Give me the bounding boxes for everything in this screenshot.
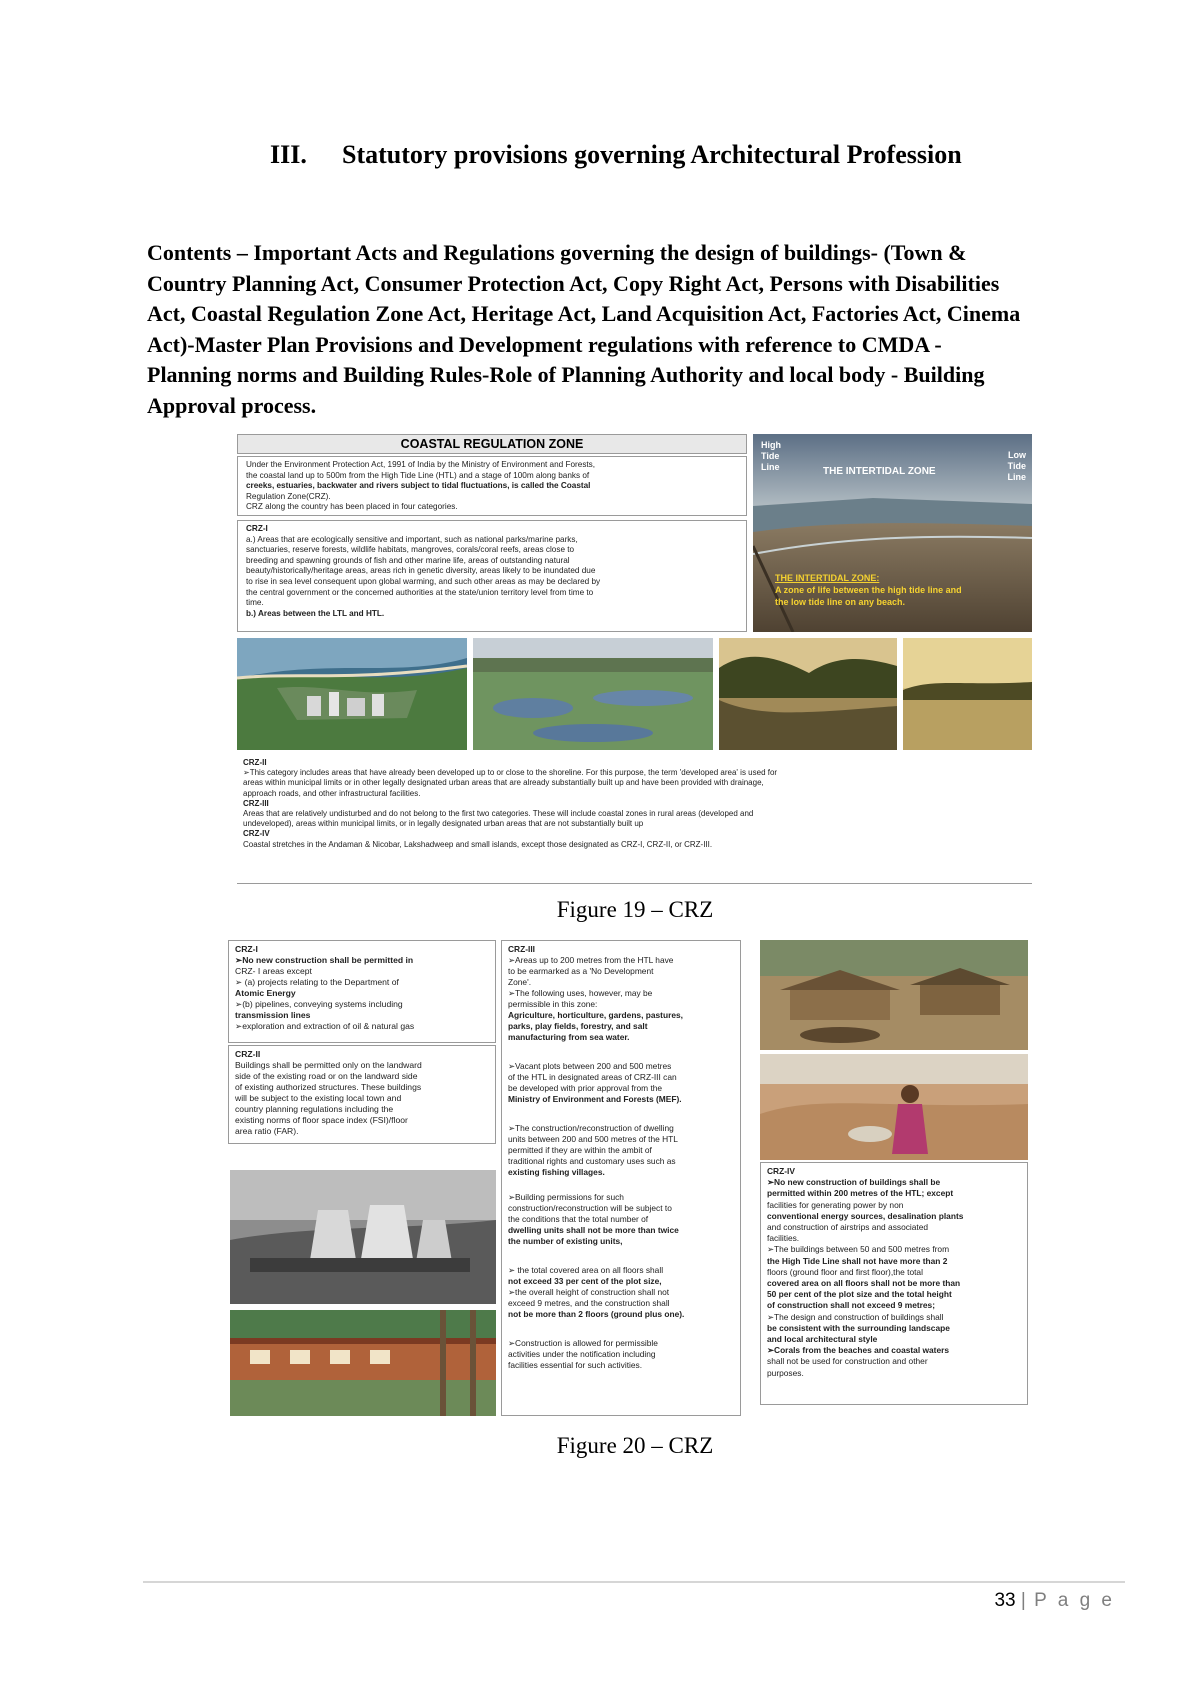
intertidal-beach-photo xyxy=(753,434,1032,632)
crz4-line: and construction of airstrips and associated xyxy=(767,1222,929,1233)
contents-line: Contents – Important Acts and Regulations governing the design of buildings- (Town & xyxy=(147,240,967,265)
intertidal-caption xyxy=(775,572,962,608)
crz3-line: to be earmarked as a 'No Development xyxy=(508,966,654,976)
crz4-line: facilities for generating power by non xyxy=(767,1199,904,1210)
crz2-line: Buildings shall be permitted only on the landward xyxy=(235,1060,422,1070)
crz3-line: the number of existing units, xyxy=(508,1236,623,1246)
crz1-line: Atomic Energy xyxy=(235,988,296,998)
page-word: P a g e xyxy=(1034,1590,1115,1611)
crz1-line: time. xyxy=(246,598,264,608)
figure-19 xyxy=(237,434,1032,884)
contents-line: Approval process. xyxy=(147,392,317,418)
crz4-line: covered area on all floors shall not be more than xyxy=(767,1278,961,1289)
crz1-heading: CRZ-I xyxy=(235,944,258,954)
intro-line: creeks, estuaries, backwater and rivers subject to tidal fluctuations, is called the Coastal xyxy=(246,481,591,491)
crz4-line: and local architectural style xyxy=(767,1334,878,1345)
crz4-line: of construction shall not exceed 9 metres; xyxy=(767,1300,936,1311)
crz4-line: 50 per cent of the plot size and the total height xyxy=(767,1289,952,1300)
intro-line: the coastal land up to 500m from the High Tide Line (HTL) and a stage of 100m along banks of xyxy=(246,470,590,480)
fishing-village-photo xyxy=(760,940,1028,1050)
crz3-line: ➢the overall height of construction shall not xyxy=(508,1287,670,1297)
fig20-crz3-box xyxy=(501,940,741,1416)
crz1-line: a.) Areas that are ecologically sensitive and important, such as national parks/marine parks, xyxy=(246,534,578,544)
crz4-line: ➢The design and construction of buildings shall xyxy=(767,1311,944,1322)
crz3-line: Zone'. xyxy=(508,977,532,987)
crz3-line: facilities essential for such activities. xyxy=(508,1360,643,1370)
crz3-line: Agriculture, horticulture, gardens, pastures, xyxy=(508,1010,683,1020)
crz3-line xyxy=(508,1178,734,1192)
crz3-line: ➢Areas up to 200 metres from the HTL have xyxy=(508,955,674,965)
crz3-line: the conditions that the total number of xyxy=(508,1214,649,1224)
intertidal-caption-title: THE INTERTIDAL ZONE: xyxy=(775,573,880,583)
section-heading xyxy=(270,140,962,170)
crz3-line: Ministry of Environment and Forests (MEF). xyxy=(508,1094,682,1104)
crz2-line: of existing authorized structures. These buildings xyxy=(235,1082,422,1092)
page-footer xyxy=(994,1590,1115,1612)
crz1-line: sanctuaries, reserve forests, wildlife habitats, mangroves, corals/coral reefs, areas close to xyxy=(246,545,575,555)
crz3-line xyxy=(508,1043,734,1061)
crz3-heading: CRZ-III xyxy=(508,944,535,954)
low-tide-label xyxy=(1007,450,1026,483)
crz3-line: traditional rights and customary uses such as xyxy=(508,1156,676,1166)
salt-workers-photo xyxy=(760,1054,1028,1160)
crz2-line: area ratio (FAR). xyxy=(235,1126,299,1136)
crz3-line: ➢Building permissions for such xyxy=(508,1192,624,1202)
contents-paragraph xyxy=(147,238,1122,421)
crz1-line: b.) Areas between the LTL and HTL. xyxy=(246,608,385,618)
intertidal-zone-label: THE INTERTIDAL ZONE xyxy=(823,466,936,477)
crz4-line: permitted within 200 metres of the HTL; except xyxy=(767,1188,954,1199)
crz3-line: ➢Vacant plots between 200 and 500 metres xyxy=(508,1061,672,1071)
intro-line: CRZ along the country has been placed in four categories. xyxy=(246,502,458,512)
crz3-line: units between 200 and 500 metres of the HTL xyxy=(508,1134,678,1144)
contents-line: Planning norms and Building Rules-Role of Planning Authority and local body - Building xyxy=(147,362,985,387)
crz4-line: floors (ground floor and first floor),the total xyxy=(767,1266,923,1277)
fig20-crz4-box xyxy=(760,1162,1028,1405)
crz-panel-title: COASTAL REGULATION ZONE xyxy=(237,434,747,454)
crz3-line: existing fishing villages. xyxy=(508,1167,605,1177)
nuclear-plant-photo xyxy=(230,1170,496,1304)
low-tide-word: Low xyxy=(1008,450,1026,460)
crz4-heading: CRZ-IV xyxy=(243,829,270,839)
crz4-line: facilities. xyxy=(767,1233,800,1244)
high-tide-label xyxy=(761,440,781,473)
crz-categories-text xyxy=(237,756,1032,884)
crz4-heading: CRZ-IV xyxy=(767,1166,795,1176)
crz3-line xyxy=(508,1105,734,1123)
crz4-line: shall not be used for construction and other xyxy=(767,1356,928,1367)
intertidal-caption-line: A zone of life between the high tide line and xyxy=(775,585,962,595)
crz2-line: areas within municipal limits or in other legally designated urban areas that are already substantially built up and have been provided with drainage, xyxy=(243,778,764,788)
crz4-line: purposes. xyxy=(767,1367,804,1378)
crz1-line: to rise in sea level consequent upon global warming, and such other areas as may be declared by xyxy=(246,576,601,586)
crz3-line: ➢The construction/reconstruction of dwelling xyxy=(508,1123,674,1133)
high-tide-word: High xyxy=(761,440,781,450)
crz2-heading: CRZ-II xyxy=(235,1049,261,1059)
crz3-line: not be more than 2 floors (ground plus one). xyxy=(508,1309,685,1319)
high-tide-word: Tide xyxy=(761,451,780,461)
crz1-line: the central government or the concerned authorities at the state/union territory level from time to xyxy=(246,587,594,597)
crz3-line xyxy=(508,1320,734,1338)
contents-line: Country Planning Act, Consumer Protection Act, Copy Right Act, Persons with Disabilities xyxy=(147,270,1000,296)
crz3-line: exceed 9 metres, and the construction shall xyxy=(508,1298,670,1308)
crz1-line: ➢ (a) projects relating to the Department of xyxy=(235,977,399,987)
crz2-line: side of the existing road or on the landward side xyxy=(235,1071,418,1081)
coastal-city-aerial-photo xyxy=(237,638,467,750)
crz1-line: beauty/historically/heritage areas, areas rich in genetic diversity, areas likely to be inundated due xyxy=(246,566,596,576)
crz1-line: ➢exploration and extraction of oil & natural gas xyxy=(235,1021,415,1031)
section-number: III. xyxy=(270,140,307,169)
crz2-line: existing norms of floor space index (FSI)/floor xyxy=(235,1115,408,1125)
crz4-line: be consistent with the surrounding landscape xyxy=(767,1322,950,1333)
crz3-line: undeveloped), areas within municipal limits, or in legally designated urban areas that are not substantially built up xyxy=(243,819,644,829)
crz1-box xyxy=(237,520,747,632)
intro-line: Regulation Zone(CRZ). xyxy=(246,491,331,501)
crz4-line: the High Tide Line shall not have more than 2 xyxy=(767,1255,948,1266)
crz4-line: ➢The buildings between 50 and 500 metres from xyxy=(767,1244,950,1255)
intro-line: Under the Environment Protection Act, 1991 of India by the Ministry of Environment and Forests, xyxy=(246,460,596,469)
crz3-line: not exceed 33 per cent of the plot size, xyxy=(508,1276,662,1286)
crz4-line: ➢No new construction of buildings shall be xyxy=(767,1177,941,1188)
crz2-heading: CRZ-II xyxy=(243,758,267,767)
page-number: 33 xyxy=(994,1590,1016,1611)
crz1-line: breeding and spawning grounds of fish and other marine life, areas of outstanding natural xyxy=(246,555,570,565)
crz1-line: ➢(b) pipelines, conveying systems including xyxy=(235,999,403,1009)
crz4-line: Coastal stretches in the Andaman & Nicobar, Lakshadweep and small islands, except those designated as CRZ-I, CRZ-II, or CRZ-III. xyxy=(243,839,713,849)
crz3-line: ➢Construction is allowed for permissible xyxy=(508,1338,658,1348)
crz1-line: CRZ- I areas except xyxy=(235,966,312,976)
crz3-line: of the HTL in designated areas of CRZ-III can xyxy=(508,1072,677,1082)
crz3-line: construction/reconstruction will be subject to xyxy=(508,1203,672,1213)
crz2-line: country planning regulations including the xyxy=(235,1104,394,1114)
crz3-line: be developed with prior approval from the xyxy=(508,1083,663,1093)
page-separator: | xyxy=(1020,1590,1029,1611)
figure-19-caption: Figure 19 – CRZ xyxy=(556,897,714,922)
contents-line: Act)-Master Plan Provisions and Development regulations with reference to CMDA - xyxy=(147,331,942,357)
wetland-photo xyxy=(473,638,713,750)
mangrove-photo xyxy=(719,638,897,750)
fig20-crz1-box xyxy=(228,940,496,1043)
low-tide-word: Tide xyxy=(1007,461,1026,471)
contents-line: Act, Coastal Regulation Zone Act, Heritage Act, Land Acquisition Act, Factories Act, Cinema xyxy=(147,301,1021,326)
figure-20 xyxy=(228,940,1028,1416)
crz2-line: ➢This category includes areas that have already been developed up to or close to the shoreline. For this purpose, the term 'developed area' is used for xyxy=(243,768,778,778)
crz3-heading: CRZ-III xyxy=(243,798,269,808)
section-title: Statutory provisions governing Architectural Profession xyxy=(342,140,962,169)
crz3-line: ➢ the total covered area on all floors shall xyxy=(508,1265,664,1275)
fig20-crz2-box xyxy=(228,1045,496,1144)
coastal-resort-photo xyxy=(230,1310,496,1416)
crz3-line: permitted if they are within the ambit of xyxy=(508,1145,652,1155)
crz3-line: parks, play fields, forestry, and salt xyxy=(508,1021,648,1031)
crz3-line: manufacturing from sea water. xyxy=(508,1032,630,1042)
high-tide-word: Line xyxy=(761,462,780,472)
crz1-line: ➢No new construction shall be permitted in xyxy=(235,955,414,965)
low-tide-word: Line xyxy=(1007,472,1026,482)
crz3-line: Areas that are relatively undisturbed and do not belong to the first two categories. These will include coastal zones in rural areas (developed and xyxy=(243,809,754,819)
footer-divider xyxy=(143,1581,1125,1583)
figure-20-caption: Figure 20 – CRZ xyxy=(556,1433,714,1458)
crz1-heading: CRZ-I xyxy=(246,524,268,533)
crz1-line: transmission lines xyxy=(235,1010,311,1020)
crz3-line xyxy=(508,1247,734,1265)
crz3-line: ➢The following uses, however, may be xyxy=(508,988,653,998)
crz3-line: activities under the notification including xyxy=(508,1349,656,1359)
crz3-line: permissible in this zone: xyxy=(508,999,598,1009)
crz4-line: conventional energy sources, desalination plants xyxy=(767,1210,964,1221)
crz4-line: ➢Corals from the beaches and coastal waters xyxy=(767,1345,950,1356)
crz-intro-box xyxy=(237,456,747,516)
crz3-line: dwelling units shall not be more than twice xyxy=(508,1225,679,1235)
crz2-line: approach roads, and other infrastructural facilities. xyxy=(243,788,421,798)
crz2-line: will be subject to the existing local town and xyxy=(235,1093,402,1103)
backwater-photo xyxy=(903,638,1032,750)
intertidal-caption-line: the low tide line on any beach. xyxy=(775,597,906,607)
